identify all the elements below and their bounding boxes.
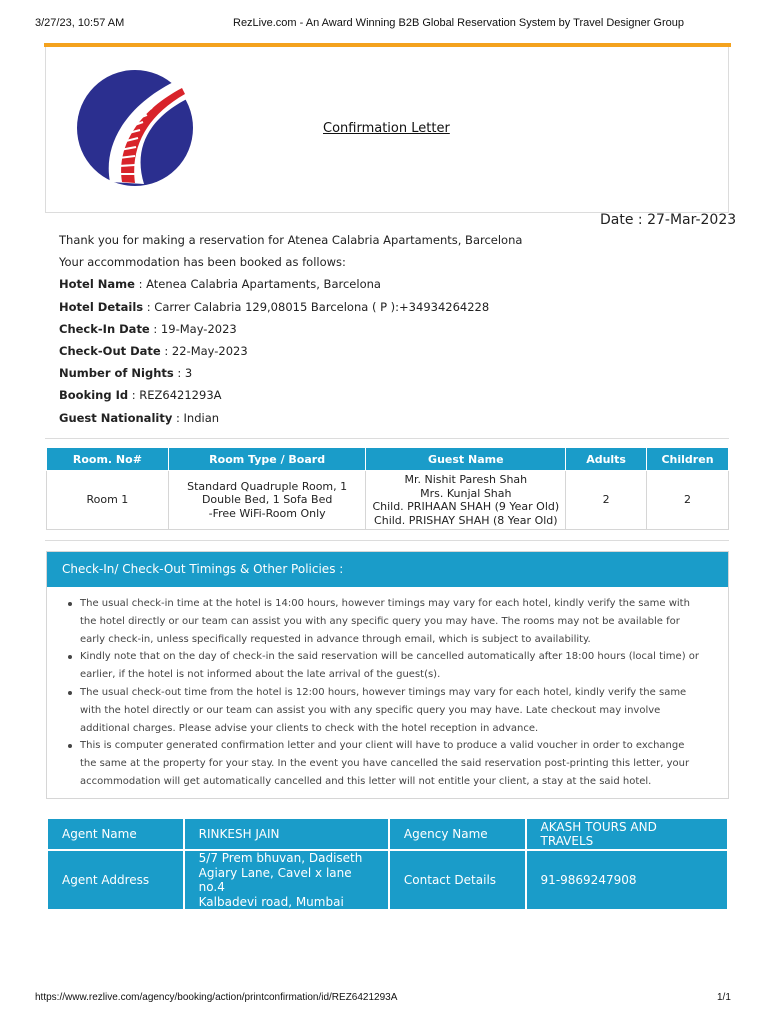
booked-text: Your accommodation has been booked as follows:	[59, 255, 346, 270]
page-number: 1/1	[717, 992, 731, 1003]
detail-value: : Indian	[172, 410, 220, 425]
contact-details-label: Contact Details	[389, 850, 526, 910]
nights-row	[59, 364, 522, 386]
detail-value: : REZ6421293A	[128, 388, 222, 403]
letter-title: Confirmation Letter	[323, 121, 450, 136]
room-number: Room 1	[47, 471, 169, 530]
nationality-row	[59, 409, 522, 431]
children-count: 2	[647, 471, 729, 530]
adults-count: 2	[566, 471, 647, 530]
guest-name: Child. PRISHAY SHAH (8 Year Old)	[374, 513, 558, 527]
check-out-row	[59, 342, 522, 364]
divider	[45, 438, 729, 439]
hotel-name-row	[59, 275, 522, 297]
list-item	[80, 737, 720, 790]
policy-line: The usual check-out time from the hotel is 12:00 hours, however timings may vary for each hotel, kindly verify the same	[80, 686, 687, 698]
rooms-table	[46, 447, 729, 530]
booking-details	[59, 231, 522, 431]
guest-name: Child. PRIHAAN SHAH (9 Year Old)	[372, 500, 560, 513]
policy-line: The usual check-in time at the hotel is 14:00 hours, however timings may vary for each hotel, kindly verify the same with	[80, 598, 690, 609]
guest-names	[366, 471, 566, 530]
booking-id-row	[59, 386, 522, 408]
policy-line: accommodation will get automatically cancelled and this letter will not entitle your client, a stay at the said hotel.	[80, 775, 652, 787]
policies-list	[80, 595, 720, 791]
detail-value: : Carrer Calabria 129,08015 Barcelona ( P ):+34934264228	[143, 299, 490, 314]
list-item	[80, 648, 720, 684]
detail-label: Booking Id	[59, 388, 129, 403]
detail-label: Check-Out Date	[59, 343, 161, 358]
detail-label: Number of Nights	[59, 366, 174, 381]
agent-address	[184, 850, 389, 910]
table-row	[47, 818, 728, 850]
agent-name: RINKESH JAIN	[184, 818, 389, 850]
contact-details: 91-9869247908	[526, 850, 728, 910]
guest-name: Mrs. Kunjal Shah	[420, 486, 512, 500]
column-header: Room. No#	[47, 448, 169, 471]
list-item	[80, 595, 720, 648]
address-line: Agiary Lane, Cavel x lane no.4	[198, 865, 352, 894]
policy-line: the same at the property for your stay. In the event you have cancelled the said reservation post-printing this letter, your	[80, 758, 690, 770]
print-timestamp: 3/27/23, 10:57 AM	[35, 17, 125, 29]
table-row	[47, 850, 728, 910]
agency-name: AKASH TOURS AND TRAVELS	[526, 818, 728, 850]
agent-table	[46, 817, 729, 911]
list-item	[80, 684, 720, 737]
agent-address-label: Agent Address	[47, 850, 184, 910]
detail-value: : 19-May-2023	[149, 321, 237, 336]
column-header: Room Type / Board	[168, 448, 366, 471]
policy-line: Kindly note that on the day of check-in the said reservation will be cancelled automatically after 18:00 hours (local time) or	[80, 651, 699, 663]
check-in-row	[59, 320, 522, 342]
column-header: Guest Name	[366, 448, 566, 471]
print-page-title: RezLive.com - An Award Winning B2B Global Reservation System by Travel Designer Group	[233, 17, 684, 29]
detail-label: Guest Nationality	[59, 410, 173, 425]
policy-line: the hotel directly or our team can assist you with any specific query you may have. The rooms may not be available for	[80, 615, 680, 627]
policy-line: additional charges. Please advise your clients to check with the hotel reception in advance.	[80, 722, 539, 734]
guest-name: Mr. Nishit Paresh Shah	[404, 473, 528, 486]
agency-name-label: Agency Name	[389, 818, 526, 850]
detail-value: : 3	[173, 366, 193, 381]
intro-text: Thank you for making a reservation for Atenea Calabria Apartaments, Barcelona	[59, 233, 523, 247]
print-header	[0, 0, 768, 44]
policies-card	[46, 551, 729, 799]
policy-line: with the hotel directly or our team can assist you with any specific query you may have. Late checkout may involve	[80, 704, 661, 716]
room-type-line: -Free WiFi-Room Only	[208, 506, 326, 520]
room-type	[168, 471, 366, 530]
policy-line: This is computer generated confirmation letter and your client will have to produce a valid voucher in order to exchange	[80, 740, 685, 752]
detail-label: Hotel Details	[59, 299, 144, 314]
company-logo	[72, 70, 198, 187]
policy-line: early check-in, unless specifically requested in advance through email, which is subject to availability.	[80, 633, 591, 645]
detail-label: Hotel Name	[59, 277, 135, 292]
room-type-line: Standard Quadruple Room, 1	[187, 479, 348, 493]
table-header-row	[47, 448, 729, 471]
detail-label: Check-In Date	[59, 321, 150, 336]
divider	[45, 540, 729, 541]
policies-heading: Check-In/ Check-Out Timings & Other Policies :	[47, 552, 728, 587]
table-row	[47, 471, 729, 530]
print-url: https://www.rezlive.com/agency/booking/action/printconfirmation/id/REZ6421293A	[35, 992, 398, 1003]
hotel-details-row	[59, 298, 522, 320]
detail-value: : 22-May-2023	[160, 343, 248, 358]
detail-value: : Atenea Calabria Apartaments, Barcelona	[134, 277, 381, 292]
column-header: Adults	[566, 448, 647, 471]
policy-line: earlier, if the hotel is not informed about the late arrival of the guest(s).	[80, 669, 441, 681]
agent-name-label: Agent Name	[47, 818, 184, 850]
address-line: 5/7 Prem bhuvan, Dadiseth	[198, 851, 363, 865]
column-header: Children	[647, 448, 729, 471]
letter-date: Date : 27-Mar-2023	[600, 212, 737, 228]
letter-header-card	[45, 47, 729, 213]
room-type-line: Double Bed, 1 Sofa Bed	[201, 493, 333, 507]
address-line: Kalbadevi road, Mumbai	[198, 894, 344, 909]
